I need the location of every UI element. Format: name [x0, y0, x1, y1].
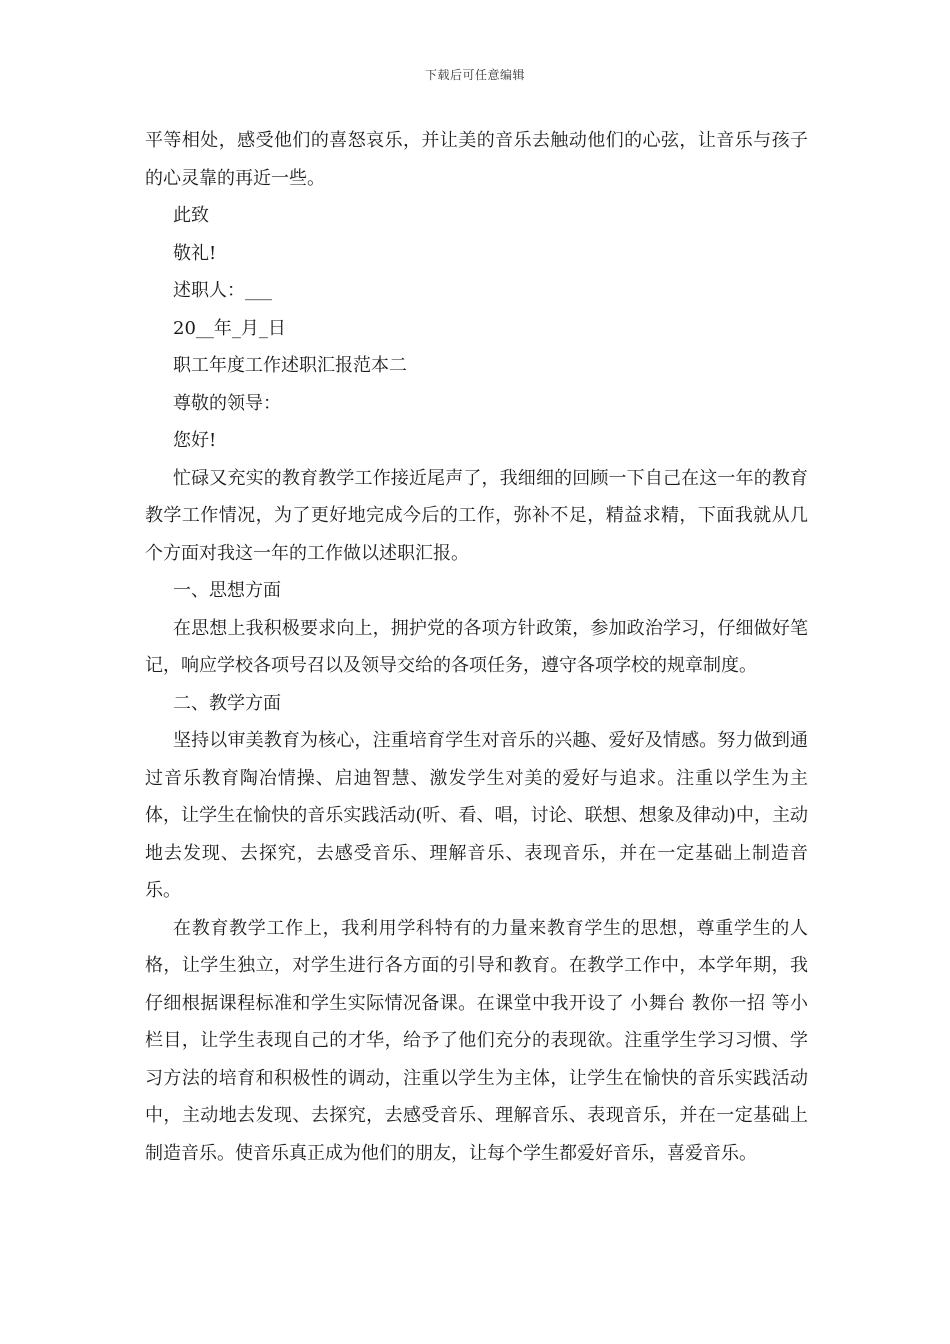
paragraph: 坚持以审美教育为核心，注重培育学生对音乐的兴趣、爱好及情感。努力做到通过音乐教育陶冶情操、启迪智慧、激发学生对美的爱好与追求。注重以学生为主体，让学生在愉快的音乐实践活动(听、看、唱，讨论、联想、想象及律动)中，主动地去发现、去探究，去感受音乐、理解音乐、表现音乐，并在一定基础上制造音乐。: [145, 730, 808, 901]
greeting: 您好!: [173, 430, 217, 451]
paragraph: 忙碌又充实的教育教学工作接近尾声了，我细细的回顾一下自己在这一年的教育教学工作情况，为了更好地完成今后的工作，弥补不足，精益求精，下面我就从几个方面对我这一年的工作做以述职汇报。: [145, 467, 808, 564]
closing-salutation: 此致: [173, 205, 209, 226]
document-body: [145, 122, 808, 1172]
paragraph: 在思想上我积极要求向上，拥护党的各项方针政策，参加政治学习，仔细做好笔记，响应学校各项号召以及领导交给的各项任务，遵守各项学校的规章制度。: [145, 617, 808, 676]
paragraph: 平等相处，感受他们的喜怒哀乐，并让美的音乐去触动他们的心弦，让音乐与孩子的心灵靠的再近一些。: [145, 130, 808, 189]
section-heading-thought: 一、思想方面: [173, 580, 281, 601]
paragraph: 在教育教学工作上，我利用学科特有的力量来教育学生的思想，尊重学生的人格，让学生独立，对学生进行各方面的引导和教育。在教学工作中，本学年期，我仔细根据课程标准和学生实际情况备课。在课堂中我开设了 小舞台 教你一招 等小栏目，让学生表现自己的才华，给予了他们充分的表现欲。注重学生学习习惯、学习方法的培育和积极性的调动，注重以学生为主体，让学生在愉快的音乐实践活动中，主动地去发现、去探究，去感受音乐、理解音乐、表现音乐，并在一定基础上制造音乐。使音乐真正成为他们的朋友，让每个学生都爱好音乐，喜爱音乐。: [145, 917, 808, 1164]
date-line: 20__年_月_日: [173, 317, 286, 339]
greeting-recipient: 尊敬的领导：: [173, 392, 281, 414]
closing-regards: 敬礼!: [173, 242, 217, 264]
section-heading-teaching: 二、教学方面: [173, 692, 281, 714]
section-title: 职工年度工作述职汇报范本二: [173, 355, 407, 376]
reporter-line: 述职人：___: [173, 280, 272, 301]
page-header-note: 下载后可任意编辑: [424, 68, 525, 82]
